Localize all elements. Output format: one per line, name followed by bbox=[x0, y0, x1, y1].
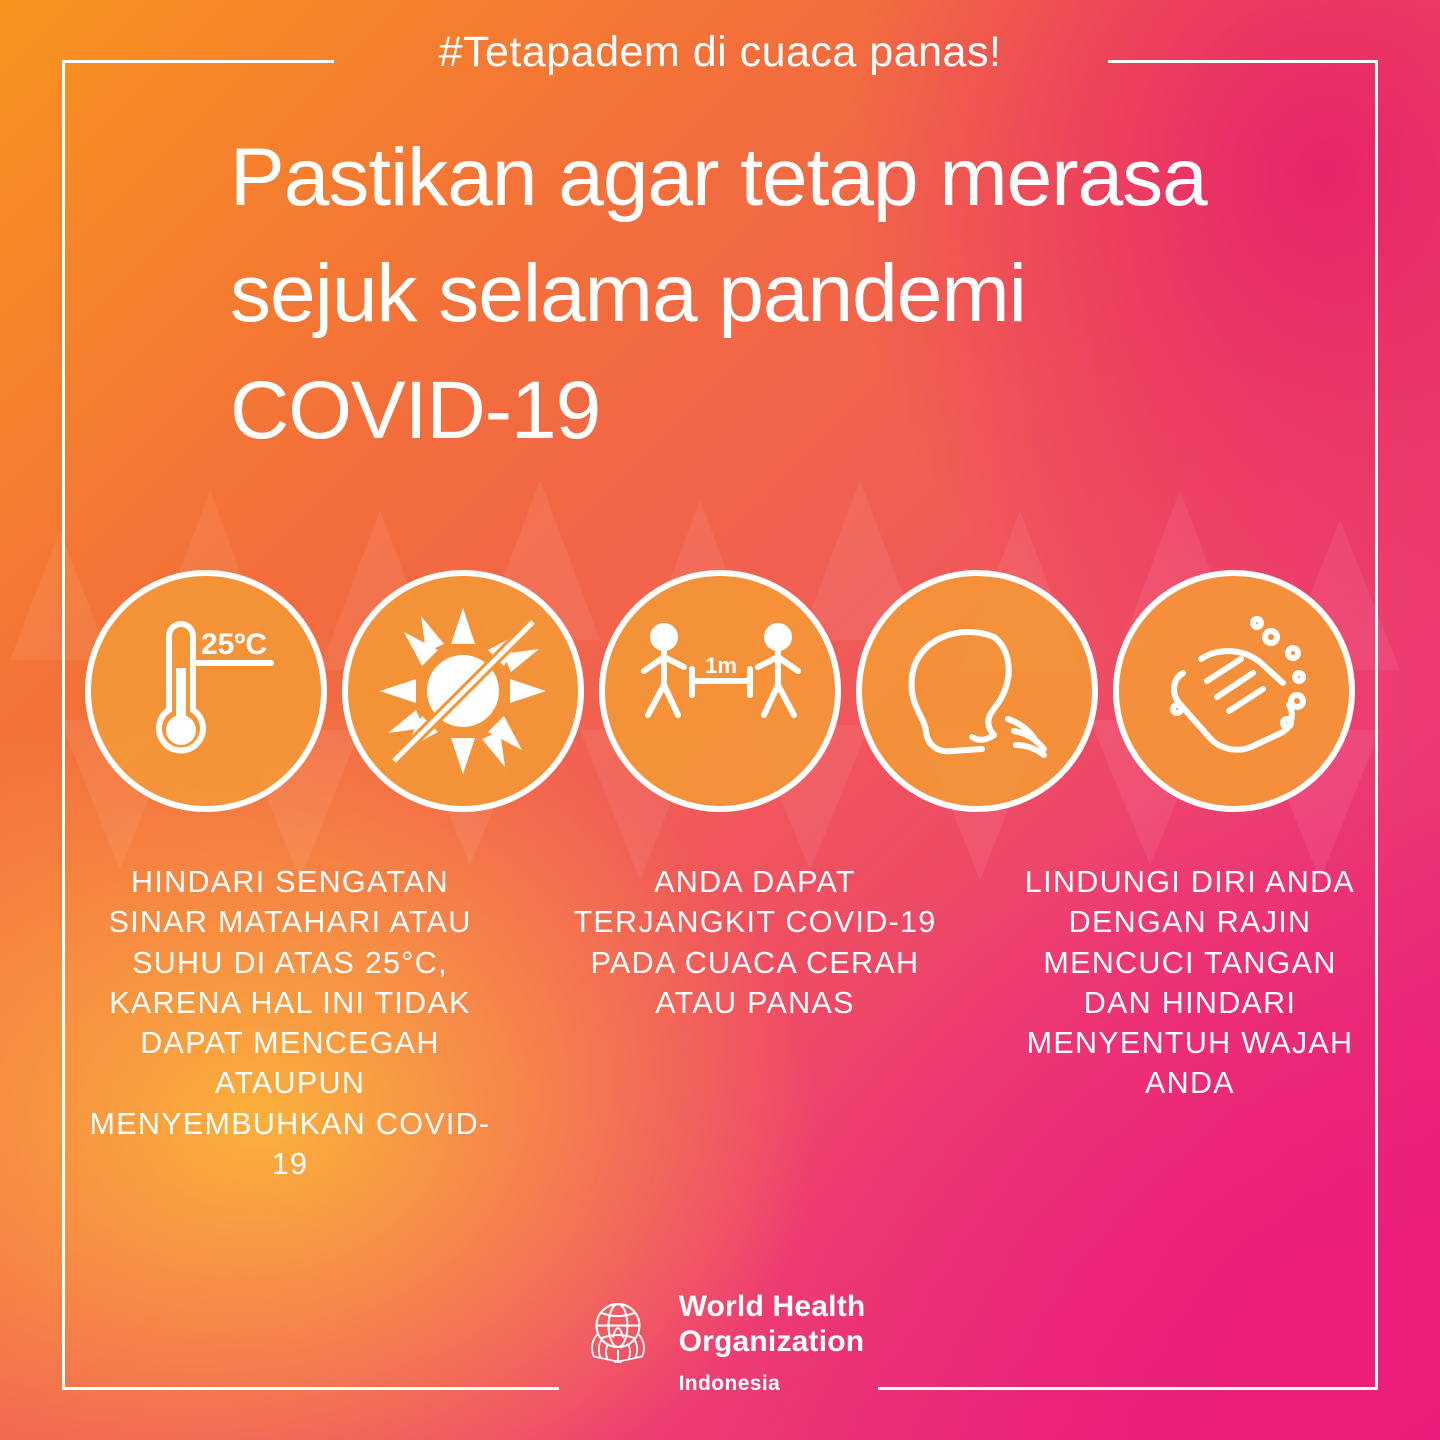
who-logo-line-2: Organization bbox=[678, 1325, 865, 1359]
hashtag-text: #Tetapadem di cuaca panas! bbox=[438, 28, 1002, 76]
svg-text:1m: 1m bbox=[705, 653, 737, 678]
thermometer-25c-icon bbox=[85, 570, 327, 812]
coughing-head-icon bbox=[856, 570, 1098, 812]
handwashing-icon bbox=[1113, 570, 1355, 812]
who-logo-line-1: World Health bbox=[678, 1290, 866, 1324]
svg-text:25ºC: 25ºC bbox=[201, 628, 267, 661]
caption-row bbox=[80, 862, 1370, 1184]
frame-border-left bbox=[62, 60, 65, 1390]
frame-border-right bbox=[1375, 60, 1378, 1390]
page-title: Pastikan agar tetap merasa sejuk selama pandemi COVID-19 bbox=[230, 132, 1207, 456]
who-logo-block bbox=[0, 1286, 1440, 1396]
who-emblem-icon bbox=[575, 1286, 661, 1372]
caption-text-2: ANDA DAPAT TERJANGKIT COVID-19 PADA CUACA CERAH ATAU PANAS bbox=[573, 865, 937, 1020]
caption-text-3: LINDUNGI DIRI ANDA DENGAN RAJIN MENCUCI TANGAN DAN HINDARI MENYENTUH WAJAH ANDA bbox=[1024, 865, 1356, 1101]
caption-text-1: HINDARI SENGATAN SINAR MATAHARI ATAU SUHU DI ATAS 25°C, KARENA HAL INI TIDAK DAPAT MENCEGAH ATAUPUN MENYEMBUHKAN COVID-19 bbox=[89, 865, 491, 1181]
physical-distance-1m-icon bbox=[599, 570, 841, 812]
who-logo-country: Indonesia bbox=[678, 1372, 781, 1395]
sun-no-icon bbox=[342, 570, 584, 812]
icon-row bbox=[85, 570, 1355, 812]
